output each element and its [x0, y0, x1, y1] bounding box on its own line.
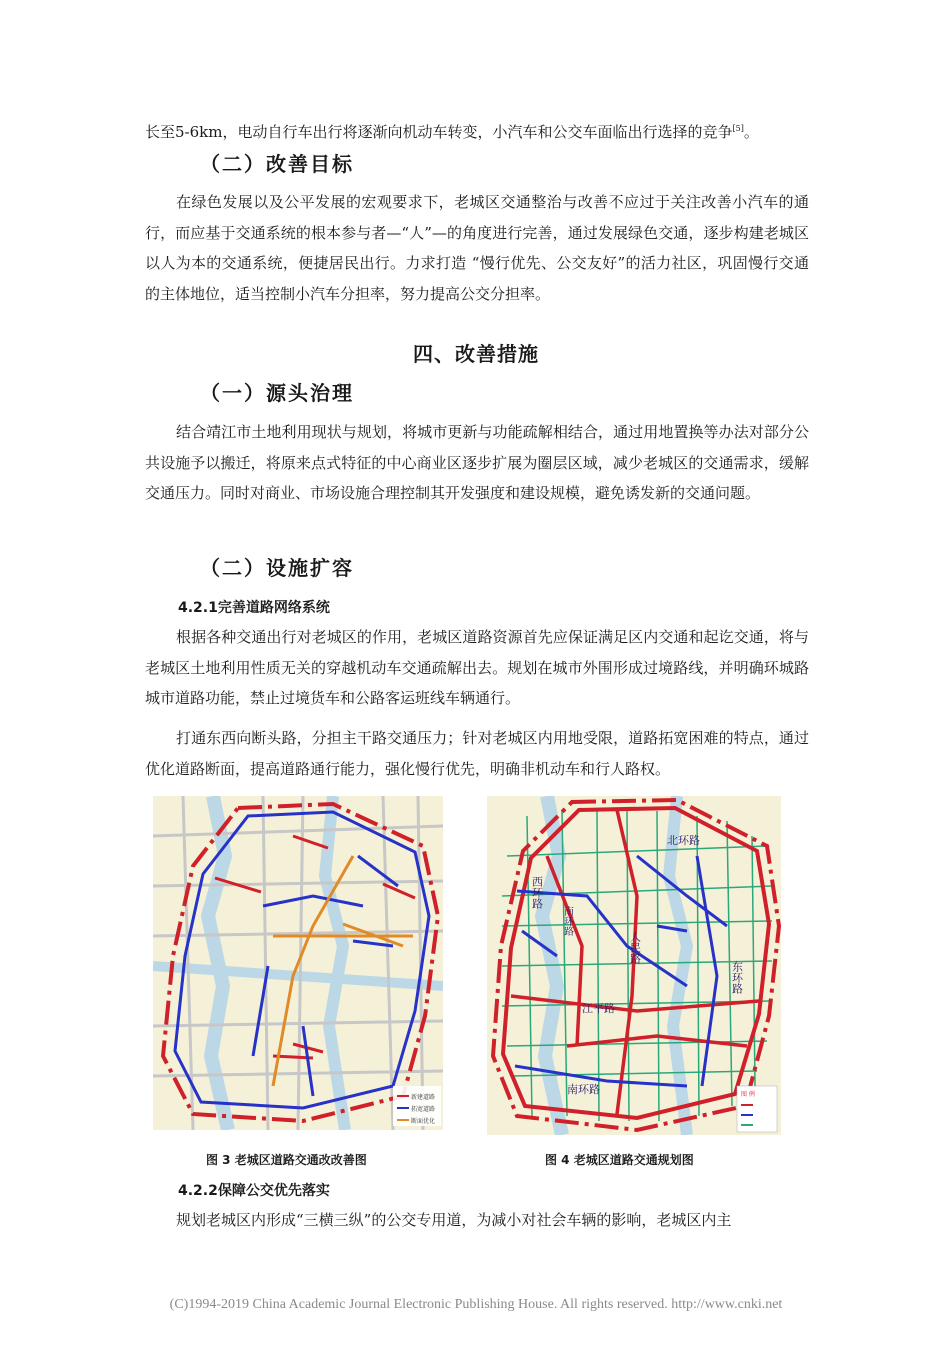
label-east-ring: 东环路 [730, 961, 744, 994]
label-jiangping: 江平路 [582, 1002, 615, 1015]
figure-3-svg [153, 796, 443, 1130]
section-title-source-governance: （一）源头治理 [200, 381, 354, 405]
citation-ref[interactable]: [5] [732, 124, 744, 133]
figure-3-map [153, 796, 443, 1130]
fig3-legend-optimize: 断面优化 [411, 1118, 436, 1125]
figure-4-caption: 图 4 老城区道路交通规划图 [545, 1153, 694, 1167]
fig4-legend-title: 图 例 [741, 1091, 755, 1098]
subsection-title-4-2-1: 4.2.1完善道路网络系统 [178, 600, 330, 616]
figure-4-map [487, 796, 781, 1135]
section-title-facility-expansion: （二）设施扩容 [200, 556, 354, 580]
fig3-legend-widen: 拓宽道路 [411, 1106, 436, 1113]
chapter-title-measures: 四、改善措施 [413, 342, 539, 366]
label-south-ring: 南环路 [567, 1083, 600, 1096]
road-network-paragraph-2: 打通东西向断头路，分担主干路交通压力；针对老城区内用地受限，道路拓宽困难的特点，通过优化道路断面，提高道路通行能力，强化慢行优先，明确非机动车和行人路权。 [145, 729, 809, 778]
label-west-ring: 西环路 [530, 876, 544, 909]
figure-4-svg [487, 796, 781, 1135]
source-governance-paragraph: 结合靖江市土地利用现状与规划，将城市更新与功能疏解相结合，通过用地置换等办法对部分公共设施予以搬迁，将原来点式特征的中心商业区逐步扩展为圈层区域，减少老城区的交通需求，缓解交通压力。同时对商业、市场设施合理控制其开发强度和建设规模，避免诱发新的交通问题。 [145, 423, 809, 502]
subsection-title-4-2-2: 4.2.2保障公交优先落实 [178, 1183, 330, 1199]
label-south-ring-mid: 南环路 [561, 906, 573, 936]
goals-paragraph: 在绿色发展以及公平发展的宏观要求下，老城区交通整治与改善不应过于关注改善小汽车的通行，而应基于交通系统的根本参与者—“人”—的角度进行完善，通过发展绿色交通，逐步构建老城区以人为本的交通系统，便捷居民出行。力求打造 “慢行优先、公交友好”的活力社区，巩固慢行交通的主体地位，适当控制小汽车分担率，努力提高公交分担率。 [145, 193, 809, 303]
fig3-legend-new: 新建道路 [411, 1094, 436, 1101]
section-title-improvement-goals: （二）改善目标 [200, 152, 354, 176]
label-north-ring: 北环路 [667, 834, 700, 847]
bus-priority-paragraph: 规划老城区内形成“三横三纵”的公交专用道，为减小对社会车辆的影响，老城区内主 [176, 1211, 732, 1229]
figure-3-caption: 图 3 老城区道路交通改改善图 [206, 1153, 367, 1167]
intro-end: 。 [743, 123, 759, 141]
label-renmin: 人民路 [628, 931, 642, 964]
road-network-paragraph-1: 根据各种交通出行对老城区的作用，老城区道路资源首先应保证满足区内交通和起讫交通，将与老城区土地利用性质无关的穿越机动车交通疏解出去。规划在城市外围形成过境路线，并明确环城路城市道路功能，禁止过境货车和公路客运班线车辆通行。 [145, 628, 809, 707]
copyright-footer: (C)1994-2019 China Academic Journal Electronic Publishing House. All rights reserved. http://www.cnki.net [169, 1297, 783, 1312]
intro-text: 长至5-6km，电动自行车出行将逐渐向机动车转变，小汽车和公交车面临出行选择的竞争 [145, 123, 733, 141]
intro-paragraph [145, 114, 809, 148]
